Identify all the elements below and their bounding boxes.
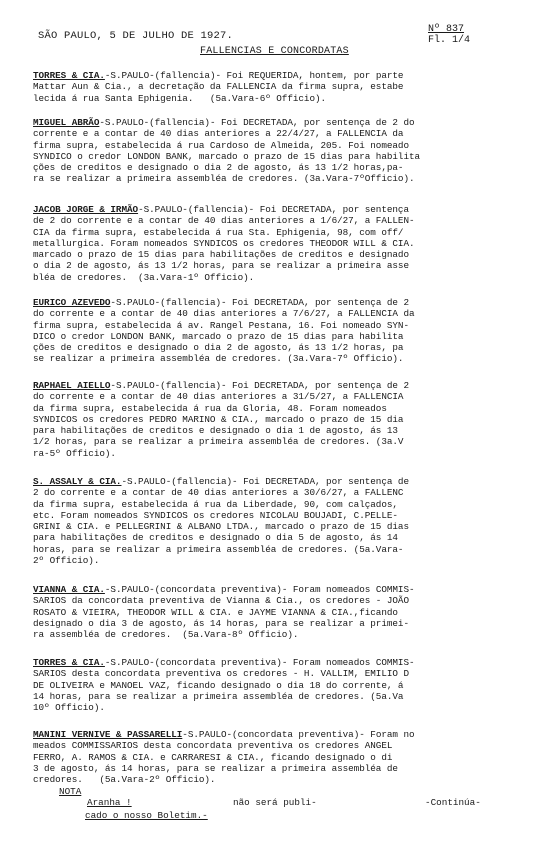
entry-lead: TORRES & CIA. bbox=[33, 657, 105, 668]
entry-body: -S.PAULO-(fallencia)- Foi DECRETADA, por sentença de 2 do corrente e a contar de 40 dias anteriores a 7/6/27, a FALLENCIA da firma supra, estabelecida á av. Rangel Pestana, 16. Foi nomeado SYN- DICO o credor LONDON BANK, marcado o prazo de 15 dias para habilita ções de creditos e designado o dia 2 de agosto, ás 13 1/2 horas, pa se realizar a primeira assembléa de credores. (3a.Vara-7º Officio). bbox=[33, 297, 415, 365]
entry-body: -S.PAULO-(concordata preventiva)- Foram nomeados COMMIS- SARIOS desta concordata preventiva os credores - H. VALLIM, EMILIO D DE OLIVEIRA e MANOEL VAZ, ficando designado o dia 18 do corrente, á 14 horas, para se realizar a primeira assembléa de credores. (5a.Va 10º Officio). bbox=[33, 657, 415, 714]
sheet-number: Fl. 1/4 bbox=[428, 35, 471, 46]
entry-lead: JACOB JORGE & IRMÃO bbox=[33, 204, 139, 215]
entry-lead: RAPHAEL AIELLO bbox=[33, 380, 111, 391]
entry-body: -S.PAULO-(concordata preventiva)- Foram nomeados COMMIS- SARIOS da concordata preventiva de Vianna & Cia., os credores - JOÃO ROSATO & VIEIRA, THEODOR WILL & CIA. e JAYME VIANNA & CIA.,ficando designado o dia 3 de agosto, ás 14 horas, para se realizar a primei- ra assembléa de credores. (5a.Vara-8º Officio). bbox=[33, 584, 415, 641]
entry-body: -S.PAULO-(fallencia)- Foi REQUERIDA, hontem, por parte Mattar Aun & Cia., a decretação da FALLENCIA da firma supra, estabe lecida á rua Santa Ephigenia. (5a.Vara-6º Officio). bbox=[33, 70, 404, 104]
place-date: SÃO PAULO, 5 DE JULHO DE 1927. bbox=[38, 30, 234, 42]
entry-lead: S. ASSALY & CIA. bbox=[33, 476, 122, 487]
document-number: Nº 837 bbox=[428, 24, 465, 35]
entry-body: -S.PAULO-(fallencia)- Foi DECRETADA, por sentença de 2 do corrente e a contar de 40 dias anteriores a 1/6/27, a FALLEN- CIA da firma supra, estabelecida á rua Sta. Ephigenia, 98, com off/ metallurgica. Foram nomeados SYNDICOS os credores THEODOR WILL & CIA. marcado o prazo de 15 dias para habilitações de creditos e designado o dia 2 de agosto, ás 13 1/2 horas, para se realizar a primeira asse bléa de credores. (3a.Vara-1º Officio). bbox=[33, 204, 415, 283]
note-line-2: cado o nosso Boletim.- bbox=[85, 810, 208, 821]
entry-torres-concordata bbox=[33, 657, 525, 713]
entry-body: -S.PAULO-(concordata preventiva)- Foram no meados COMMISSARIOS desta concordata preventiva os credores ANGEL FERRO, A. RAMOS & CIA. e CARRARESI & CIA., ficando designado o di 3 de agosto, ás 14 horas, para se realizar a primeira assembléa de credores. (5a.Vara-2º Officio). bbox=[33, 729, 415, 786]
entry-assaly bbox=[33, 476, 525, 566]
entry-lead: MANINI VERNIVE & PASSARELLI bbox=[33, 729, 183, 740]
entry-manini bbox=[33, 729, 525, 785]
document-reference bbox=[428, 24, 470, 46]
entry-body: -S.PAULO-(fallencia)- Foi DECRETADA, por sentença de 2 do corrente e a contar de 40 dias anteriores a 31/5/27, a FALLENCIA da firma supra, estabelecida á rua da Gloria, 48. Foram nomeados SYNDICOS os credores PEDRO MARINO & CIA., marcado o prazo de 15 dia para habilitações de creditos e designado o dia 1 de agosto, ás 13 1/2 horas, para se realizar a primeira assembléa de credores. (3a.V ra-5º Officio). bbox=[33, 380, 409, 459]
entry-lead: EURICO AZEVEDO bbox=[33, 297, 111, 308]
note-line-1: Aranha ! bbox=[87, 797, 132, 808]
entry-body: -S.PAULO-(fallencia)- Foi DECRETADA, por sentença de 2 do corrente e a contar de 40 dias anteriores a 30/6/27, a FALLENC da firma supra, estabelecida á rua da Liberdade, 90, com calçados, etc. Foram nomeados SYNDICOS os credores NICOLAU BOUJADI, C.PELLE- GRINI & CIA. e PELLEGRINI & ALBANO LTDA., marcado o prazo de 15 dias para habilitações de creditos e designado o dia 5 de agosto, ás 14 horas, para se realizar a primeira assembléa de credores. (5a.Vara- 2º Officio). bbox=[33, 476, 409, 567]
entry-lead: MIGUEL ABRÃO bbox=[33, 117, 100, 128]
document-title: FALLENCIAS E CONCORDATAS bbox=[200, 46, 349, 57]
entry-body: -S.PAULO-(fallencia)- Foi DECRETADA, por sentença de 2 do corrente e a contar de 40 dias anteriores a 22/4/27, a FALLENCIA da firma supra, estabelecida á rua Cardoso de Almeida, 205. Foi nomeado SYNDICO o credor LONDON BANK, marcado o prazo de 15 dias para habilita ções de creditos e designado o dia 2 de agosto, ás 13 1/2 horas,pa- ra se realizar a primeira assembléa de credores. (3a.Vara-7ºOfficio). bbox=[33, 117, 421, 185]
continues-marker: -Continúa- bbox=[425, 797, 481, 808]
entry-vianna bbox=[33, 584, 525, 640]
entry-raphael-aiello bbox=[33, 380, 525, 459]
entry-eurico-azevedo bbox=[33, 297, 525, 365]
entry-torres-fallencia bbox=[33, 70, 525, 104]
note-label: NOTA bbox=[59, 786, 82, 797]
entry-miguel-abrao bbox=[33, 117, 525, 185]
entry-lead: VIANNA & CIA. bbox=[33, 584, 105, 595]
entry-jacob-jorge bbox=[33, 204, 525, 283]
note-separator: não será publi- bbox=[233, 797, 317, 808]
entry-lead: TORRES & CIA. bbox=[33, 70, 105, 81]
